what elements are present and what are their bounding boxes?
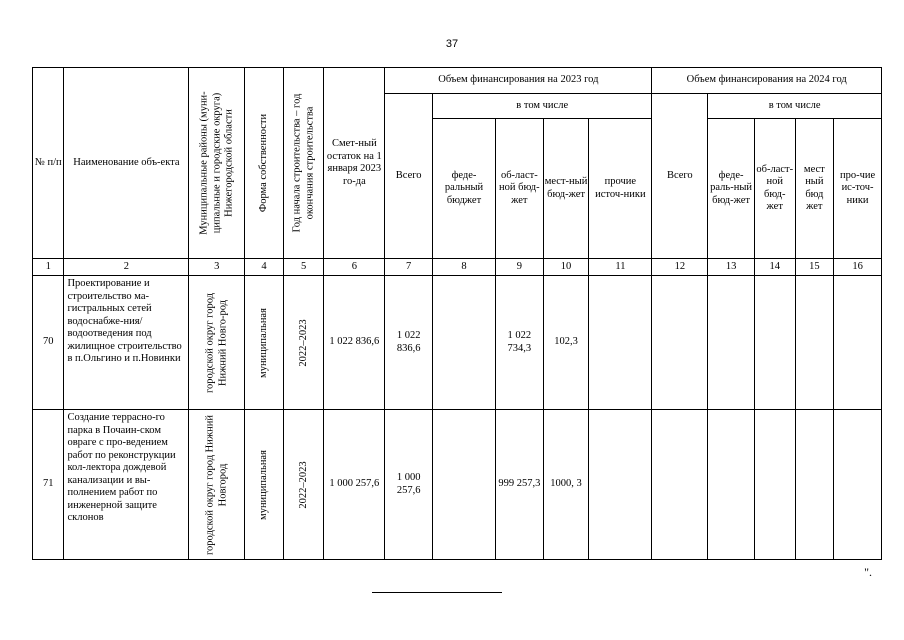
local-2023-cell: 102,3 (543, 276, 589, 410)
regional-2023-cell: 1 022 734,3 (495, 276, 543, 410)
other-2024-cell (834, 410, 882, 560)
years-text: 2022–2023 (297, 460, 309, 509)
row-number: 70 (33, 276, 64, 410)
regional-2023-cell: 999 257,3 (495, 410, 543, 560)
header-total-2024: Всего (652, 94, 708, 259)
header-other-2024: про-чие ис-точ-ники (834, 119, 882, 259)
ownership-text: муниципальная (257, 449, 269, 520)
header-regional-2023: об-ласт-ной бюд-жет (495, 119, 543, 259)
column-number: 10 (543, 259, 589, 276)
header-regional-2024: об-ласт-ной бюд-жет (754, 119, 795, 259)
header-ownership-text: Форма собственности (257, 113, 269, 213)
municipal-cell (189, 410, 245, 560)
total-2023-cell: 1 000 257,6 (385, 410, 433, 560)
balance-cell: 1 000 257,6 (324, 410, 385, 560)
header-other-2023: прочие источ-ники (589, 119, 652, 259)
regional-2024-cell (754, 410, 795, 560)
column-number: 13 (708, 259, 755, 276)
column-number: 11 (589, 259, 652, 276)
header-total-2023: Всего (385, 94, 433, 259)
closing-quote-mark: ". (864, 565, 872, 579)
column-number: 7 (385, 259, 433, 276)
header-ownership (245, 68, 284, 259)
federal-2023-cell (433, 410, 496, 560)
other-2024-cell (834, 276, 882, 410)
footer-divider (372, 592, 502, 593)
table-row (33, 276, 882, 410)
header-fin-2023: Объем финансирования на 2023 год (385, 68, 652, 94)
column-number: 15 (795, 259, 834, 276)
column-number-row (33, 259, 882, 276)
municipal-text: городской округ город Нижний Новго-род (204, 292, 228, 393)
balance-cell: 1 022 836,6 (324, 276, 385, 410)
total-2024-cell (652, 276, 708, 410)
local-2024-cell (795, 410, 834, 560)
column-number: 1 (33, 259, 64, 276)
page-number: 37 (445, 38, 459, 50)
header-federal-2024: феде-раль-ный бюд-жет (708, 119, 755, 259)
header-municipal (189, 68, 245, 259)
local-2024-cell (795, 276, 834, 410)
header-balance: Смет-ный остаток на 1 января 2023 го-да (324, 68, 385, 259)
header-num: № п/п (33, 68, 64, 259)
total-2024-cell (652, 410, 708, 560)
row-number: 71 (33, 410, 64, 560)
municipal-text: городской округ город Нижний Новгород (204, 414, 228, 555)
header-including-2024: в том числе (708, 94, 882, 119)
column-number: 4 (245, 259, 284, 276)
header-years-text: Год начала строительства – год окончания строительства (291, 93, 315, 233)
column-number: 9 (495, 259, 543, 276)
header-municipal-text: Муниципальные районы (муни-ципальные и городские округа) Нижегородской области (198, 91, 235, 235)
other-2023-cell (589, 410, 652, 560)
ownership-cell (245, 276, 284, 410)
regional-2024-cell (754, 276, 795, 410)
municipal-cell (189, 276, 245, 410)
column-number: 2 (64, 259, 189, 276)
column-number: 6 (324, 259, 385, 276)
column-number: 8 (433, 259, 496, 276)
years-cell (283, 276, 324, 410)
column-number: 3 (189, 259, 245, 276)
federal-2024-cell (708, 276, 755, 410)
years-text: 2022–2023 (297, 318, 309, 367)
object-name: Создание террасно-го парка в Почаин-ском овраге с про-ведением работ по реконструкции кол-лектора дождевой канализации и вы-полнением работ по инженерной защите склонов (64, 410, 189, 560)
column-number: 14 (754, 259, 795, 276)
federal-2023-cell (433, 276, 496, 410)
federal-2024-cell (708, 410, 755, 560)
other-2023-cell (589, 276, 652, 410)
total-2023-cell: 1 022 836,6 (385, 276, 433, 410)
column-number: 12 (652, 259, 708, 276)
table-row (33, 410, 882, 560)
financing-table (32, 67, 882, 560)
header-name: Наименование объ-екта (64, 68, 189, 259)
header-row-1 (33, 68, 882, 94)
ownership-text: муниципальная (257, 307, 269, 378)
years-cell (283, 410, 324, 560)
header-federal-2023: феде-ральный бюджет (433, 119, 496, 259)
header-fin-2024: Объем финансирования на 2024 год (652, 68, 882, 94)
header-years (283, 68, 324, 259)
column-number: 16 (834, 259, 882, 276)
header-local-2024: мест ный бюд жет (795, 119, 834, 259)
column-number: 5 (283, 259, 324, 276)
object-name: Проектирование и строительство ма-гистральных сетей водоснабже-ния/водоотведения под жилищное строительство в п.Ольгино и п.Новинки (64, 276, 189, 410)
header-local-2023: мест-ный бюд-жет (543, 119, 589, 259)
ownership-cell (245, 410, 284, 560)
local-2023-cell: 1000, 3 (543, 410, 589, 560)
header-including-2023: в том числе (433, 94, 652, 119)
